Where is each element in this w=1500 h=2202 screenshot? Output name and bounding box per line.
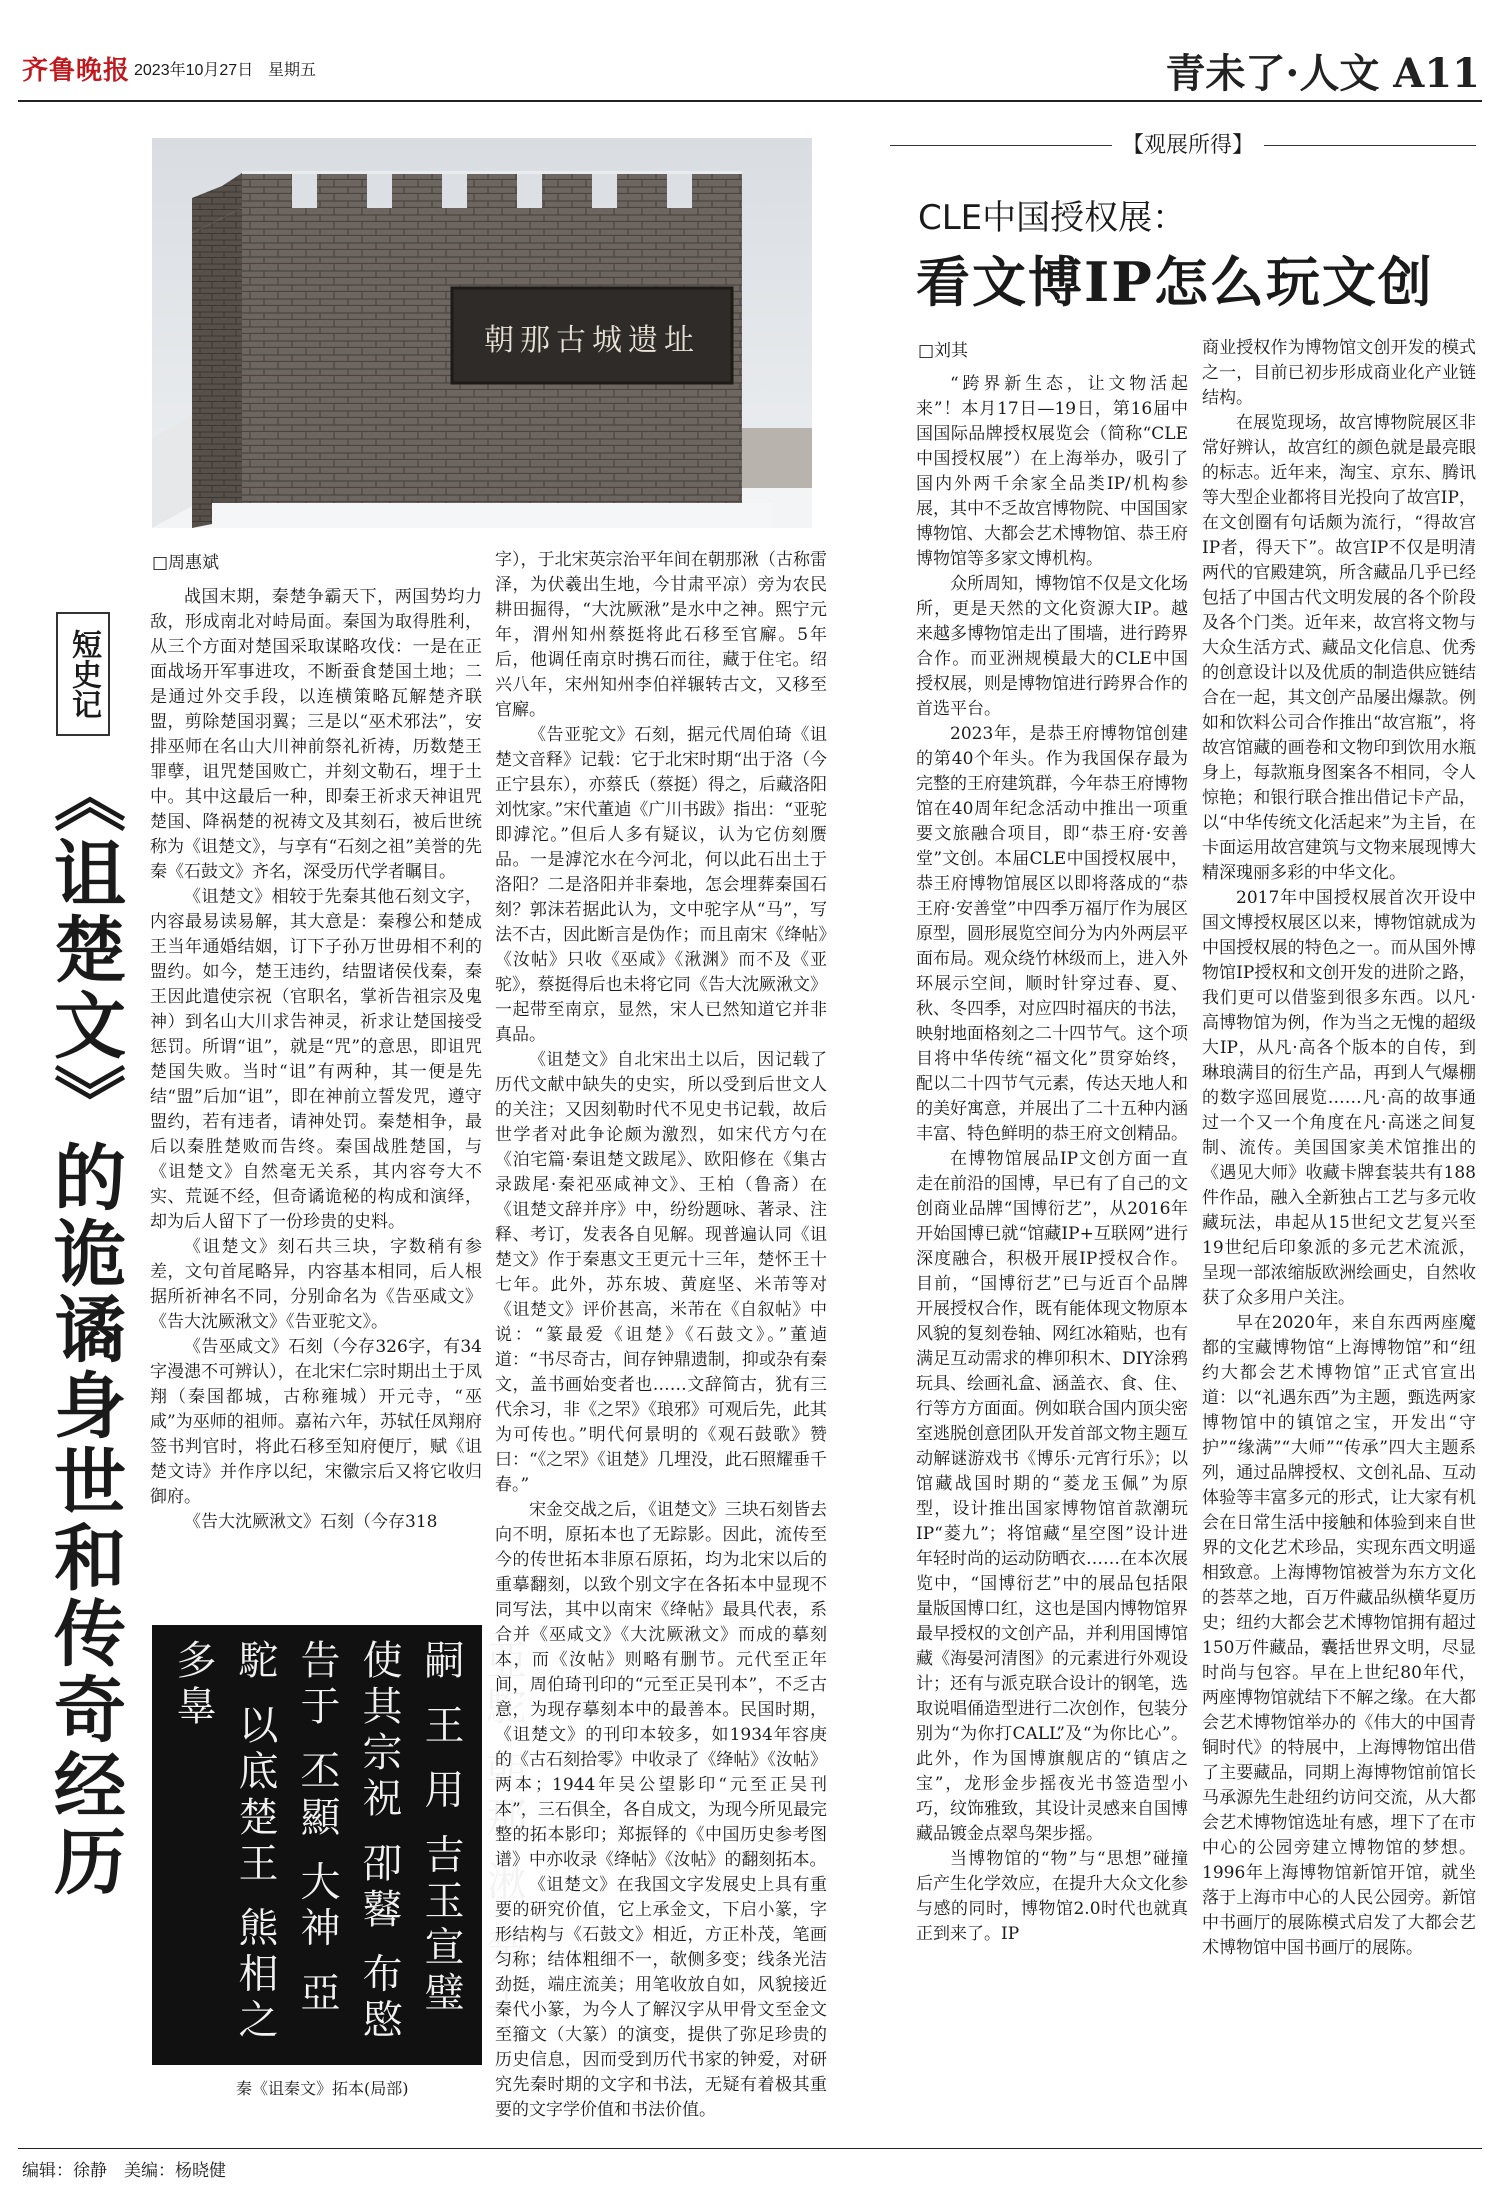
paragraph: 在展览现场，故宫博物院展区非常好辨认，故宫红的颜色就是最亮眼的标志。近年来，淘宝、京东、腾讯等大型企业都将目光投向了故宫IP，在文创圈有句话颇为流行，“得故宫IP者，得天下”。故宫IP不仅是明清两代的官殿建筑，所含藏品几乎已经包括了中国古代文明发展的各个阶段及各个门类。近年来，故宫将文物与大众生活方式、藏品文化信息、优秀的创意设计以及优质的制造供应链结合在一起，其文创产品屡出爆款。例如和饮料公司合作推出“故宫瓶”，将故宫馆藏的画卷和文物印到饮用水瓶身上，每款瓶身图案各不相同，令人惊艳；和银行联合推出借记卡产品，以“中华传统文化活起来”为主旨，在卡面运用故宫建筑与文物来展现博大精深瑰丽多彩的中华文化。 (1202, 413, 1476, 883)
ruins-photo-graphic (152, 138, 812, 528)
rubbing-image (152, 1625, 526, 2065)
paragraph: 《告大沈厥湫文》石刻（今存318 (184, 1512, 438, 1532)
right-byline: □刘其 (918, 341, 969, 361)
right-article-column-2 (1202, 336, 1476, 2138)
paragraph: 当博物馆的“物”与“思想”碰撞后产生化学效应，在提升大众文化参与感的同时，博物馆2.0时代也就真正到来了。IP (916, 1849, 1188, 1944)
paragraph: 早在2020年，来自东西两座魔都的宝藏博物馆“上海博物馆”和“纽约大都会艺术博物馆”正式官宣出道：以“礼遇东西”为主题，甄选两家博物馆中的镇馆之宝，开发出“守护”“缘满”“大师”“传承”四大主题系列，通过品牌授权、文创礼品、互动体验等丰富多元的形式，让大家有机会在日常生活中接触和体验到来自世界的文化艺术珍品，实现东西文明遥相致意。上海博物馆被誉为东方文化的荟萃之地，百万件藏品纵横华夏历史；纽约大都会艺术博物馆拥有超过150万件藏品，囊括世界文明，尽显时尚与包容。早在上世纪80年代，两座博物馆就结下不解之缘。在大都会艺术博物馆举办的《伟大的中国青铜时代》的特展中，上海博物馆出借了主要藏品，同期上海博物馆前馆长马承源先生赴纽约访问交流，从大都会艺术博物馆选址有感，埋下了在市中心的公园旁建立博物馆的梦想。1996年上海博物馆新馆开馆，就坐落于上海市中心的人民公园旁。新馆中书画厅的展陈模式启发了大都会艺术博物馆中国书画厅的展陈。 (1202, 1313, 1476, 1958)
kicker: 【观展所得】 (1112, 128, 1264, 159)
left-article-column-2 (495, 548, 827, 2138)
ruins-sign-text: 朝那古城遗址 (484, 323, 700, 358)
paragraph: 2017年中国授权展首次开设中国文博授权展区以来，博物馆就成为中国授权展的特色之一。而从国外博物馆IP授权和文创开发的进阶之路，我们更可以借鉴到很多东西。以凡·高博物馆为例，作为当之无愧的超级大IP，从凡·高各个版本的自传，到琳琅满目的衍生产品，再到人气爆棚的数字巡回展览……凡·高的故事通过一个又一个角度在凡·高迷之间复制、流传。美国国家美术馆推出的《遇见大师》收藏卡牌套装共有188件作品，融入全新独占工艺与多元收藏玩法，串起从15世纪文艺复兴至19世纪后印象派的多元艺术流派，呈现一部浓缩版欧洲绘画史，自然收获了众多用户关注。 (1202, 888, 1476, 1308)
section-title: 青未了·人文 A11 (1165, 50, 1480, 97)
paragraph: 《告巫咸文》石刻（今存326字，有34字漫漶不可辨认），在北宋仁宗时期出土于凤翔（秦国都城，古称雍城）开元寺，“巫咸”为巫师的祖师。嘉祐六年，苏轼任凤翔府签书判官时，将此石移至知府便厅，赋《诅楚文诗》并作序以纪，宋徽宗后又将它收归御府。 (150, 1337, 482, 1507)
paragraph: 众所周知，博物馆不仅是文化场所，更是天然的文化资源大IP。越来越多博物馆走出了围墙，进行跨界合作。而亚洲规模最大的CLE中国授权展，则是博物馆进行跨界合作的首选平台。 (916, 574, 1188, 719)
top-rule (18, 100, 1482, 102)
bottom-rule (18, 2148, 1482, 2149)
paragraph: 《诅楚文》在我国文字发展史上具有重要的研究价值，它上承金文，下启小篆，字形结构与《石鼓文》相近，方正朴茂，笔画匀称；结体粗细不一，欹侧多变；线条光洁劲挺，端庄流美；用笔收放自如，风貌接近秦代小篆，为今人了解汉字从甲骨文至金文至籀文（大篆）的演变，提供了弥足珍贵的历史信息，因而受到历代书家的钟爱，对研究先秦时期的文字和书法，无疑有着极其重要的文字学价值和书法价值。 (495, 1875, 827, 2120)
right-article-title: 看文博IP怎么玩文创 (916, 250, 1434, 314)
right-article-column-1 (916, 372, 1188, 2138)
paragraph: 《诅楚文》相较于先秦其他石刻文字，内容最易读易解，其大意是：秦穆公和楚成王当年通婚结姻，订下子孙万世毋相不利的盟约。如今，楚王违约，结盟诸侯伐秦，秦王因此遣使宗祝（官职名，掌祈告祖宗及鬼神）到名山大川求告神灵，祈求让楚国接受惩罚。所谓“诅”，就是“咒”的意思，即诅咒楚国失败。当时“诅”有两种，其一便是先结“盟”后加“诅”，即在神前立誓发咒，遵守盟约，若有违者，请神处罚。秦楚相争，最后以秦胜楚败而告终。秦国战胜楚国，与《诅楚文》自然毫无关系，其内容夸大不实、荒诞不经，但奇谲诡秘的构成和演绎，却为后人留下了一份珍贵的史料。 (150, 887, 482, 1232)
left-article-title: 《诅楚文》的诡谲身世和传奇经历 (42, 760, 127, 1900)
paragraph: 《诅楚文》刻石共三块，字数稍有参差，文句首尾略异，内容基本相同，后人根据所祈神名不同，分别命名为《告巫咸文》《告大沈厥湫文》《告亚驼文》。 (150, 1237, 482, 1332)
column-tag (56, 612, 110, 736)
paragraph: 《告亚驼文》石刻，据元代周伯琦《诅楚文音释》记载：它于北宋时期“出于洛（今正宁县东），亦蔡氏（蔡挺）得之，后藏洛阳刘忱家。”宋代董逌《广川书跋》指出：“亚驼即滹沱。”但后人多有疑议，认为它仿刻赝品。一是滹沱水在今河北，何以此石出土于洛阳？二是洛阳并非秦地，怎会埋葬秦国石刻？郭沫若据此认为，文中驼字从“马”，写法不古，因此断言是伪作；而且南宋《绛帖》《汝帖》只收《巫咸》《湫渊》而不及《亚驼》，蔡挺得后也未将它同《告大沈厥湫文》一起带至南京，显然，宋人已然知道它并非真品。 (495, 725, 827, 1045)
paragraph: 在博物馆展品IP文创方面一直走在前沿的国博，早已有了自己的文创商业品牌“国博衍艺”，从2016年开始国博已就“馆藏IP+互联网”进行深度融合，积极开展IP授权合作。目前，“国博衍艺”已与近百个品牌开展授权合作，既有能体现文物原本风貌的复刻卷轴、网红冰箱贴，也有满足互动需求的榫卯积木、DIY涂鸦玩具、绘画礼盒、涵盖衣、食、住、行等方方面面。例如联合国内顶尖密室逃脱创意团队开发首部文物主题互动解谜游戏书《博乐·元宵行乐》；以馆藏战国时期的“菱龙玉佩”为原型，设计推出国家博物馆首款潮玩IP“菱九”；将馆藏“星空图”设计进年轻时尚的运动防晒衣……在本次展览中，“国博衍艺”中的展品包括限量版国博口红，这也是国内博物馆界最早授权的文创产品，并利用国博馆藏《海晏河清图》的元素进行外观设计；还有与派克联合设计的钢笔，选取说唱俑造型进行二次创作，包装分别为“为你打CALL”及“为你比心”。此外，作为国博旗舰店的“镇店之宝”，龙形金步摇夜光书签造型小巧，纹饰雅致，其设计灵感来自国博藏品镀金点翠鸟架步摇。 (916, 1149, 1188, 1844)
paragraph: 《诅楚文》自北宋出土以后，因记载了历代文献中缺失的史实，所以受到后世文人的关注；又因刻勒时代不见史书记载，故后世学者对此争论颇为激烈，如宋代方勺在《泊宅篇·秦诅楚文跋尾》、欧阳修在《集古录跋尾·秦祀巫咸神文》、王柏（鲁斋）在《诅楚文辞并序》中，纷纷题咏、著录、注释、考订，发表各自见解。现普遍认同《诅楚文》作于秦惠文王更元十三年，楚怀王十七年。此外，苏东坡、黄庭坚、米芾等对《诅楚文》评价甚高，米芾在《自叙帖》中说：“篆最爱《诅楚》《石鼓文》。”董逌道：“书尽奇古，间存钟鼎遗制，抑或杂有秦文，盖书画始变者也……文辞简古，犹有三代余习，非《之罘》《琅邪》可观后先，此其为可传也。”明代何景明的《观石鼓歌》赞曰：“《之罘》《诅楚》几埋没，此石照耀垂千春。” (495, 1050, 827, 1495)
paragraph: 战国末期，秦楚争霸天下，两国势均力敌，形成南北对峙局面。秦国为取得胜利，从三个方面对楚国采取谋略攻伐：一是在正面战场开军事进攻，不断蚕食楚国土地；二是通过外交手段，以连横策略瓦解楚齐联盟，剪除楚国羽翼；三是以“巫术邪法”，安排巫师在名山大川神前祭礼祈祷，历数楚王罪孽，诅咒楚国败亡，并刻文勒石，埋于土中。其中这最后一种，即秦王祈求天神诅咒楚国、降祸楚的祝祷文及其刻石，被后世统称为《诅楚文》，与享有“石刻之祖”美誉的先秦《石鼓文》齐名，深受历代学者瞩目。 (150, 587, 482, 882)
paragraph: 商业授权作为博物馆文创开发的模式之一，目前已初步形成商业化产业链结构。 (1202, 338, 1476, 408)
left-byline: □周惠斌 (152, 553, 220, 573)
rubbing-glyphs: 亞駝 朝那 湫 楚 十 嗣 王 用 吉玉宣璧 使其宗祝 卲鼛 布愍 告于 丕顯 大神 亞駝 以底楚王 熊相之 多辠 (170, 1639, 526, 2045)
left-article-column-1 (150, 585, 482, 1605)
editor-credit: 编辑：徐静 美编：杨晓健 (22, 2161, 226, 2180)
issue-weekday: 星期五 (268, 62, 317, 79)
ruins-photo (152, 138, 812, 528)
issue-date: 2023年10月27日 (134, 62, 254, 79)
paragraph: “跨界新生态，让文物活起来”！本月17日—19日，第16届中国国际品牌授权展览会（简称“CLE中国授权展”）在上海举办，吸引了国内外两千余家全品类IP/机构参展，其中不乏故宫博物院、中国国家博物馆、大都会艺术博物馆、恭王府博物馆等多家文博机构。 (916, 374, 1188, 569)
rubbing-caption: 秦《诅秦文》拓本(局部) (236, 2079, 409, 2098)
column-tag-label: 短史记 (66, 629, 101, 719)
paragraph: 字），于北宋英宗治平年间在朝那湫（古称雷泽，为伏羲出生地，今甘肃平凉）旁为农民耕田掘得，“大沈厥湫”是水中之神。熙宁元年，渭州知州蔡挺将此石移至官廨。5年后，他调任南京时携石而往，藏于住宅。绍兴八年，宋州知州李伯祥辗转古文，又移至官廨。 (495, 550, 827, 720)
newspaper-logo: 齐鲁晚报 (22, 56, 131, 86)
right-article-subtitle: CLE中国授权展： (918, 198, 1187, 238)
paragraph: 2023年，是恭王府博物馆创建的第40个年头。作为我国保存最为完整的王府建筑群，今年恭王府博物馆在40周年纪念活动中推出一项重要文旅融合项目，即“恭王府·安善堂”文创。本届CLE中国授权展中，恭王府博物馆展区以即将落成的“恭王府·安善堂”中四季万福厅作为展区原型，圆形展览空间分为内外两层平面布局。观众绕竹林级而上，进入外环展示空间，顺时针穿过春、夏、秋、冬四季，对应四时福庆的书法，映射地面格刻之二十四节气。这个项目将中华传统“福文化”贯穿始终，配以二十四节气元素，传达天地人和的美好寓意，并展出了二十五种内涵丰富、特色鲜明的恭王府文创精品。 (916, 724, 1188, 1144)
paragraph: 宋金交战之后，《诅楚文》三块石刻皆去向不明，原拓本也了无踪影。因此，流传至今的传世拓本非原石原拓，均为北宋以后的重摹翻刻，以致个别文字在各拓本中显现不同写法，其中以南宋《绛帖》最具代表，系合并《巫咸文》《大沈厥湫文》而成的摹刻本，而《汝帖》则略有删节。元代至正年间，周伯琦刊印的“元至正吴刊本”，不乏古意，为现存摹刻本中的最善本。民国时期，《诅楚文》的刊印本较多，如1934年容庚的《古石刻拾零》中收录了《绛帖》《汝帖》两本；1944年吴公望影印“元至正吴刊本”，三石俱全，各自成文，为现今所见最完整的拓本影印；郑振铎的《中国历史参考图谱》中亦收录《绛帖》《汝帖》的翻刻拓本。 (495, 1500, 827, 1870)
